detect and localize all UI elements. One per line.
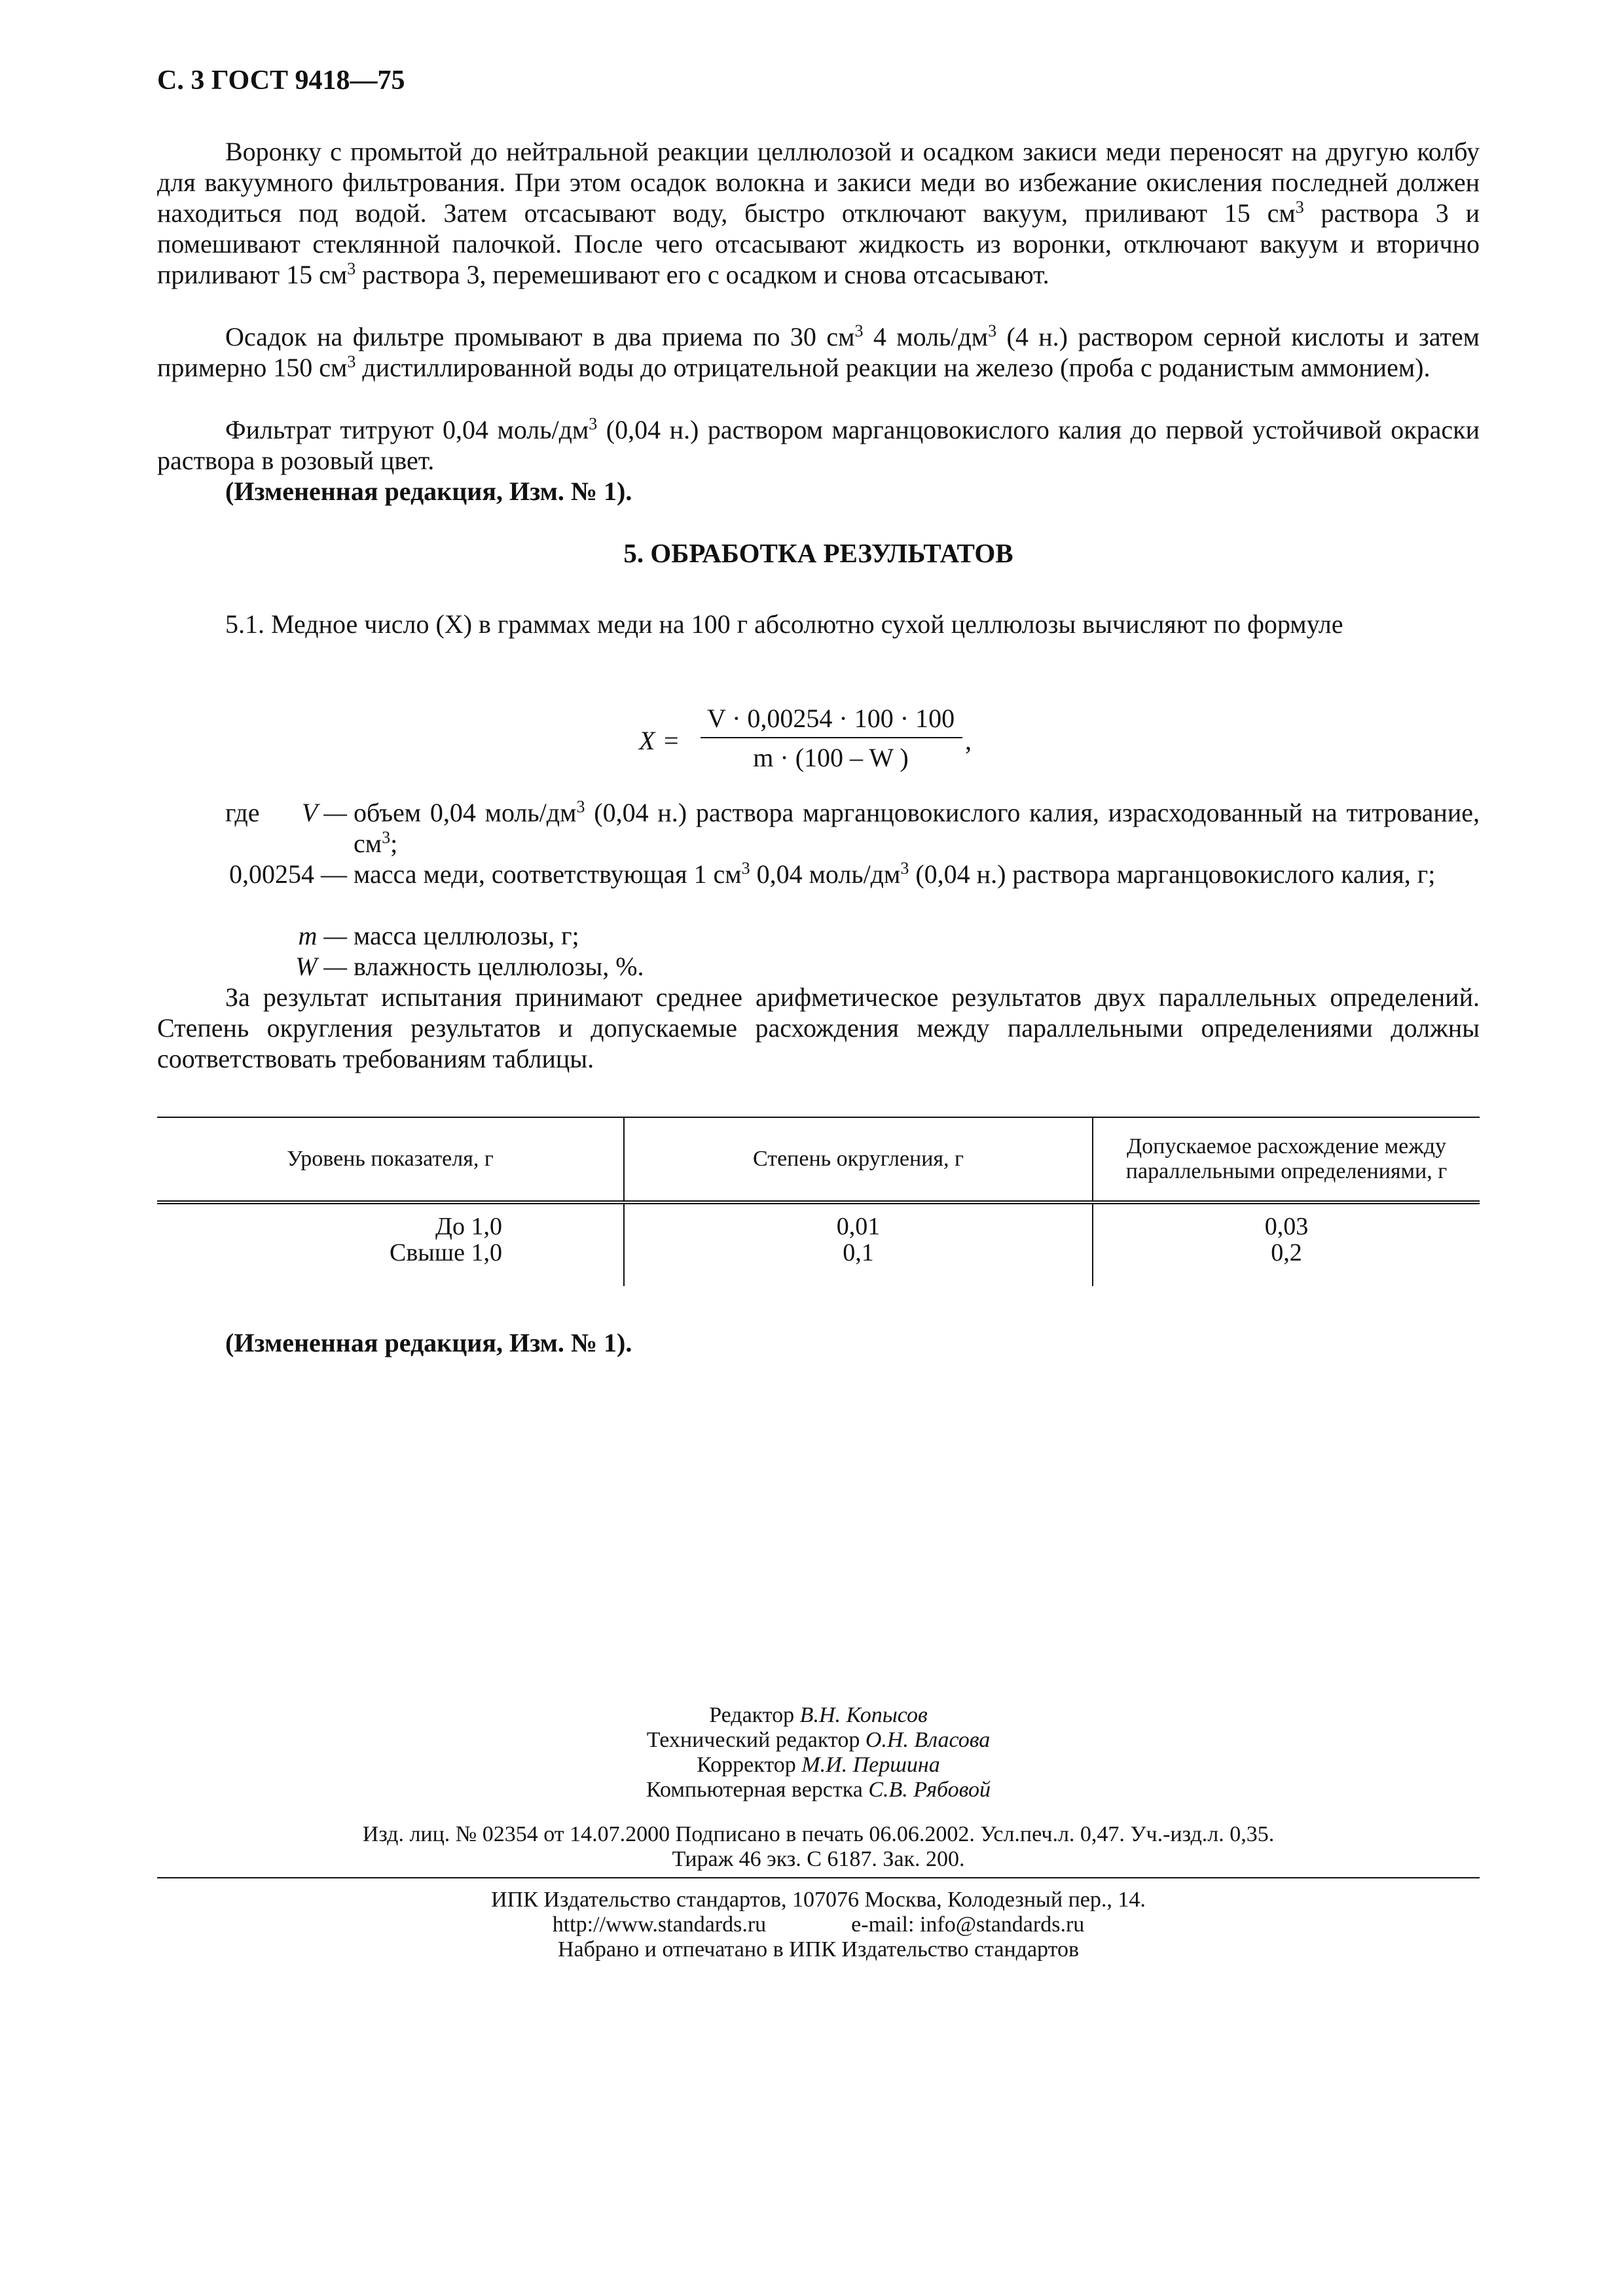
definition-term-m: m — <box>298 921 347 950</box>
definition-term-w: W — <box>295 952 347 981</box>
table-cell-level <box>157 1202 624 1286</box>
email-link[interactable]: e-mail: info@standards.ru <box>851 1912 1085 1937</box>
discrepancy-value: 0,03 <box>1264 1213 1309 1240</box>
fraction-bar <box>701 737 962 738</box>
credit-layout: Компьютерная верстка С.В. Рябовой <box>646 1778 991 1802</box>
definition-text-w: влажность целлюлозы, %. <box>354 952 644 981</box>
definition-term-v: V — <box>301 798 347 827</box>
imprint-line: Изд. лиц. № 02354 от 14.07.2000 Подписано в печать 06.06.2002. Усл.печ.л. 0,47. Уч.-изд.л. 0,35. <box>362 1822 1275 1846</box>
page-header: С. 3 ГОСТ 9418—75 <box>157 65 405 96</box>
website-link[interactable]: http://www.standards.ru <box>552 1912 767 1937</box>
amendment-note: (Измененная редакция, Изм. № 1). <box>225 476 632 506</box>
definition-term-constant: 0,00254 — <box>229 859 347 889</box>
paragraph-filter-wash: Осадок на фильтре промывают в два приема по 30 $см^3$ 4 моль/$дм^3$ (4 н.) раствором серной кислоты и затем примерно 150 $см^3$ дистиллированной воды до отрицательной реакции на железо (проба с роданистым аммонием). <box>157 321 1480 382</box>
formula-denominator: m · (100 – W ) <box>753 743 909 772</box>
definition-text-m: масса целлюлозы, г; <box>354 921 579 950</box>
credit-tech-editor: Технический редактор О.Н. Власова <box>646 1728 991 1752</box>
level-value: Свыше 1,0 <box>390 1239 502 1266</box>
level-value: До 1,0 <box>435 1213 502 1240</box>
formula-comma: , <box>965 726 972 755</box>
amendment-note: (Измененная редакция, Изм. № 1). <box>225 1328 632 1357</box>
paragraph-5-1: 5.1. Медное число (X) в граммах меди на 100 г абсолютно сухой целлюлозы вычисляют по формуле <box>225 609 1343 639</box>
table-header-discrepancy: Допускаемое расхождение между параллельными определениями, г <box>1093 1117 1480 1202</box>
definition-text-constant: масса меди, соответствующая 1 $см^3$ 0,04 моль/$дм^3$ (0,04 н.) раствора марганцовокислого калия, г; <box>354 859 1436 889</box>
copper-number-formula <box>634 698 1027 776</box>
results-table <box>157 1117 1480 1286</box>
paragraph-result: За результат испытания принимают среднее арифметическое результатов двух параллельных определений. Степень округления результатов и допускаемые расхождения между параллельными определениями должны соответствовать требованиям таблицы. <box>157 982 1480 1073</box>
definition-text-v: объем 0,04 моль/$дм^3$ (0,04 н.) раствора марганцовокислого калия, израсходованный на титрование, $см^3$; <box>354 797 1480 858</box>
table-header-level: Уровень показателя, г <box>157 1117 624 1202</box>
paragraph-titration: Фильтрат титруют 0,04 моль/$дм^3$ (0,04 н.) раствором марганцовокислого калия до первой устойчивой окраски раствора в розовый цвет. <box>157 414 1480 475</box>
definition-m <box>157 920 1480 952</box>
printed-line: Набрано и отпечатано в ИПК Издательство стандартов <box>557 1937 1080 1962</box>
discrepancy-value: 0,2 <box>1271 1239 1302 1266</box>
table-header-rounding: Степень округления, г <box>624 1117 1093 1202</box>
definition-w <box>157 951 1480 982</box>
publisher-block <box>157 1888 1480 1962</box>
contact-line <box>157 1912 1480 1937</box>
table-cell-discrepancy <box>1093 1202 1480 1286</box>
credits-block <box>157 1703 1480 1803</box>
level-values <box>278 1213 502 1266</box>
credit-corrector: Корректор М.И. Першина <box>697 1753 940 1777</box>
definition-constant <box>157 859 1480 922</box>
rounding-value: 0,1 <box>843 1239 874 1266</box>
formula-equals: = <box>664 726 679 755</box>
table-cell-rounding <box>624 1202 1093 1286</box>
divider <box>157 1877 1480 1878</box>
where-label: где <box>225 798 260 827</box>
publisher-line: ИПК Издательство стандартов, 107076 Москва, Колодезный пер., 14. <box>491 1888 1146 1912</box>
rounding-value: 0,01 <box>836 1213 881 1240</box>
definition-v <box>157 797 1480 860</box>
table-row <box>157 1202 1480 1286</box>
imprint-block <box>157 1822 1480 1872</box>
formula-lhs: X <box>639 726 655 755</box>
paragraph-funnel: Воронку с промытой до нейтральной реакции целлюлозой и осадком закиси меди переносят на другую колбу для вакуумного фильтрования. При этом осадок волокна и закиси меди во избежание окисления последней должен находиться под водой. Затем отсасывают воду, быстро отключают вакуум, приливают 15 $см^3$ раствора 3 и помешивают стеклянной палочкой. После чего отсасывают жидкость из воронки, отключают вакуум и вторично приливают 15 $см^3$ раствора 3, перемешивают его с осадком и снова отсасывают. <box>157 137 1480 289</box>
imprint-line: Тираж 46 экз. С 6187. Зак. 200. <box>672 1847 965 1871</box>
credit-editor: Редактор В.Н. Копысов <box>709 1703 928 1727</box>
formula-numerator: V · 0,00254 · 100 · 100 <box>706 704 955 733</box>
section-title: 5. ОБРАБОТКА РЕЗУЛЬТАТОВ <box>623 538 1013 568</box>
